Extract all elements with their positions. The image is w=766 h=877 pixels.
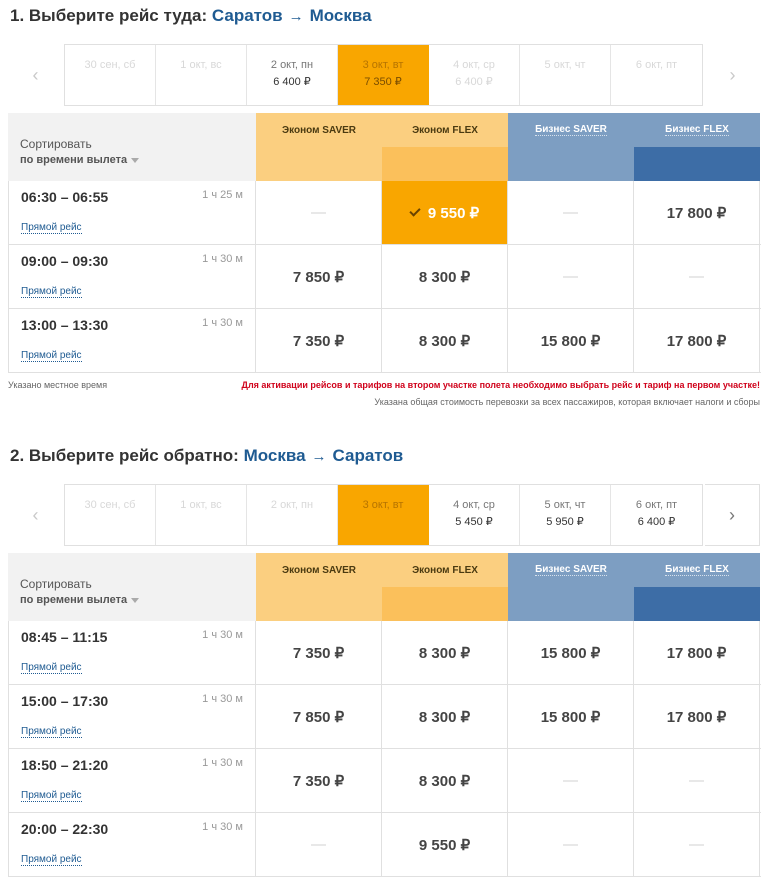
chevron-left-icon[interactable]: ‹ — [32, 64, 39, 85]
date-tab-selected[interactable] — [338, 485, 429, 545]
price-cell[interactable]: 8 300 ₽ — [382, 309, 508, 372]
caret-down-icon — [131, 158, 139, 163]
flight-time: 08:45 – 11:15 — [21, 629, 108, 645]
price-cell[interactable]: 8 300 ₽ — [382, 685, 508, 748]
date-tab — [247, 485, 338, 545]
price-cell[interactable]: 8 300 ₽ — [382, 749, 508, 812]
price-cell[interactable]: 8 300 ₽ — [382, 621, 508, 684]
sort-dropdown[interactable] — [20, 594, 139, 606]
inbound-from: Москва — [243, 446, 306, 465]
price-cell: — — [256, 181, 382, 244]
flight-duration: 1 ч 30 м — [202, 629, 243, 641]
sort-label: Сортировать — [20, 577, 92, 591]
flight-row — [8, 685, 761, 749]
flight-duration: 1 ч 30 м — [202, 757, 243, 769]
flight-duration: 1 ч 25 м — [202, 189, 243, 201]
price-cell-selected[interactable] — [382, 181, 508, 244]
arrow-right-icon: → — [311, 448, 327, 465]
flight-row — [8, 813, 761, 877]
sort-dropdown[interactable] — [20, 154, 139, 166]
date-label: 3 окт, вт — [362, 499, 404, 511]
fare-label: Бизнес SAVER — [535, 124, 607, 135]
sort-label: Сортировать — [20, 137, 92, 151]
outbound-date-bar — [8, 44, 760, 106]
price-cell: — — [634, 749, 760, 812]
date-tab — [65, 485, 156, 545]
inbound-title — [10, 446, 403, 466]
price-cell[interactable]: 15 800 ₽ — [508, 685, 634, 748]
date-tab — [156, 45, 247, 105]
flight-time: 13:00 – 13:30 — [21, 317, 109, 333]
price-cell[interactable]: 7 850 ₽ — [256, 685, 382, 748]
fare-header-economy-flex — [382, 553, 508, 621]
direct-flight-link[interactable]: Прямой рейс — [21, 350, 82, 361]
price-cell[interactable]: 15 800 ₽ — [508, 621, 634, 684]
date-label: 30 сен, сб — [84, 499, 136, 511]
check-icon — [409, 205, 420, 216]
flight-info — [8, 685, 256, 748]
fare-header-business-flex[interactable] — [634, 113, 760, 181]
flight-time: 15:00 – 17:30 — [21, 693, 109, 709]
inbound-date-list — [64, 484, 703, 546]
price-cell[interactable]: 17 800 ₽ — [634, 309, 760, 372]
fare-label: Эконом FLEX — [412, 564, 478, 576]
direct-flight-link[interactable]: Прямой рейс — [21, 662, 82, 673]
date-tab — [156, 485, 247, 545]
date-tab[interactable] — [429, 485, 520, 545]
date-price: 6 400 ₽ — [455, 76, 493, 88]
flight-info — [8, 813, 256, 876]
date-label: 5 окт, чт — [544, 59, 586, 71]
flight-info — [8, 309, 256, 372]
fare-header-business-flex[interactable] — [634, 553, 760, 621]
price-value: 9 550 ₽ — [427, 204, 480, 222]
sort-box — [8, 113, 256, 181]
date-label: 3 окт, вт — [362, 59, 404, 71]
date-tab[interactable] — [520, 485, 611, 545]
chevron-right-icon[interactable]: › — [729, 64, 736, 85]
date-tab — [611, 45, 702, 105]
fare-table-header — [8, 553, 761, 621]
price-cell[interactable]: 7 850 ₽ — [256, 245, 382, 308]
inbound-title-prefix: 2. Выберите рейс обратно: — [10, 446, 239, 465]
fare-label: Бизнес SAVER — [535, 564, 607, 575]
inbound-date-bar — [8, 484, 760, 546]
flight-duration: 1 ч 30 м — [202, 253, 243, 265]
flight-info — [8, 749, 256, 812]
date-tab — [520, 45, 611, 105]
date-tab[interactable] — [247, 45, 338, 105]
fare-header-economy-flex — [382, 113, 508, 181]
date-price: 6 400 ₽ — [637, 516, 676, 528]
fare-label: Бизнес FLEX — [665, 564, 729, 575]
flight-duration: 1 ч 30 м — [202, 693, 243, 705]
price-cell[interactable]: 7 350 ₽ — [256, 309, 382, 372]
sort-box — [8, 553, 256, 621]
date-label: 5 окт, чт — [544, 499, 586, 511]
fare-label: Бизнес FLEX — [665, 124, 729, 135]
fare-header-business-saver[interactable] — [508, 113, 634, 181]
fare-header-economy-saver — [256, 113, 382, 181]
direct-flight-link[interactable]: Прямой рейс — [21, 790, 82, 801]
price-cell: — — [508, 813, 634, 876]
fare-header-economy-saver — [256, 553, 382, 621]
date-price: 5 450 ₽ — [455, 516, 493, 528]
outbound-date-list — [64, 44, 703, 106]
price-cell: — — [634, 245, 760, 308]
fare-label: Эконом SAVER — [282, 564, 356, 576]
outbound-from: Саратов — [211, 6, 283, 25]
sort-value: по времени вылета — [20, 154, 128, 166]
date-tab — [429, 45, 520, 105]
fare-table-header — [8, 113, 761, 181]
date-tab[interactable] — [611, 485, 702, 545]
fare-label: Эконом SAVER — [282, 124, 356, 136]
price-cell: — — [508, 181, 634, 244]
price-cell: — — [508, 245, 634, 308]
flight-time: 20:00 – 22:30 — [21, 821, 109, 837]
flight-row — [8, 621, 761, 685]
flight-row — [8, 309, 761, 373]
flight-row — [8, 245, 761, 309]
flight-row — [8, 749, 761, 813]
date-label: 1 окт, вс — [180, 499, 222, 511]
direct-flight-link[interactable]: Прямой рейс — [21, 222, 82, 233]
flight-duration: 1 ч 30 м — [202, 317, 243, 329]
flight-time: 18:50 – 21:20 — [21, 757, 109, 773]
flight-info — [8, 181, 256, 244]
date-price: 5 950 ₽ — [546, 516, 584, 528]
outbound-title — [10, 6, 372, 26]
sort-value: по времени вылета — [20, 594, 128, 606]
price-cell: — — [508, 749, 634, 812]
price-cell[interactable]: 15 800 ₽ — [508, 309, 634, 372]
date-label: 1 окт, вс — [180, 59, 222, 71]
price-cell[interactable]: 8 300 ₽ — [382, 245, 508, 308]
price-cell[interactable]: 9 550 ₽ — [382, 813, 508, 876]
direct-flight-link[interactable]: Прямой рейс — [21, 726, 82, 737]
fare-header-business-saver[interactable] — [508, 553, 634, 621]
date-label: 6 окт, пт — [635, 59, 678, 71]
date-tab — [65, 45, 156, 105]
flight-info — [8, 245, 256, 308]
chevron-right-icon[interactable]: › — [705, 484, 760, 546]
outbound-to: Москва — [309, 6, 372, 25]
outbound-title-prefix: 1. Выберите рейс туда: — [10, 6, 208, 25]
date-label: 4 окт, ср — [453, 59, 495, 71]
local-time-note: Указано местное время — [8, 380, 108, 390]
price-cell: — — [634, 813, 760, 876]
price-cell[interactable]: 7 350 ₽ — [256, 749, 382, 812]
activation-warning: Для активации рейсов и тарифов на втором участке полета необходимо выбрать рейс и тариф на первом участке! — [241, 380, 760, 390]
price-cell[interactable]: 17 800 ₽ — [634, 621, 760, 684]
date-label: 2 окт, пн — [270, 499, 314, 511]
direct-flight-link[interactable]: Прямой рейс — [21, 854, 82, 865]
total-price-note: Указана общая стоимость перевозки за всех пассажиров, которая включает налоги и сборы — [374, 397, 760, 407]
inbound-to: Саратов — [332, 446, 404, 465]
fare-label: Эконом FLEX — [412, 124, 478, 136]
date-label: 2 окт, пн — [270, 59, 314, 71]
chevron-left-icon[interactable]: ‹ — [32, 504, 39, 525]
flight-info — [8, 621, 256, 684]
date-label: 30 сен, сб — [84, 59, 136, 71]
date-price: 6 400 ₽ — [273, 76, 311, 88]
price-cell[interactable]: 7 350 ₽ — [256, 621, 382, 684]
flight-time: 09:00 – 09:30 — [21, 253, 109, 269]
flight-row — [8, 181, 761, 245]
direct-flight-link[interactable]: Прямой рейс — [21, 286, 82, 297]
date-label: 6 окт, пт — [635, 499, 678, 511]
price-cell[interactable]: 17 800 ₽ — [634, 181, 760, 244]
date-price: 7 350 ₽ — [364, 76, 402, 88]
arrow-right-icon: → — [288, 8, 304, 25]
price-cell: — — [256, 813, 382, 876]
caret-down-icon — [131, 598, 139, 603]
flight-time: 06:30 – 06:55 — [21, 189, 109, 205]
price-cell[interactable]: 17 800 ₽ — [634, 685, 760, 748]
flight-duration: 1 ч 30 м — [202, 821, 243, 833]
date-tab-selected[interactable] — [338, 45, 429, 105]
date-label: 4 окт, ср — [453, 499, 495, 511]
